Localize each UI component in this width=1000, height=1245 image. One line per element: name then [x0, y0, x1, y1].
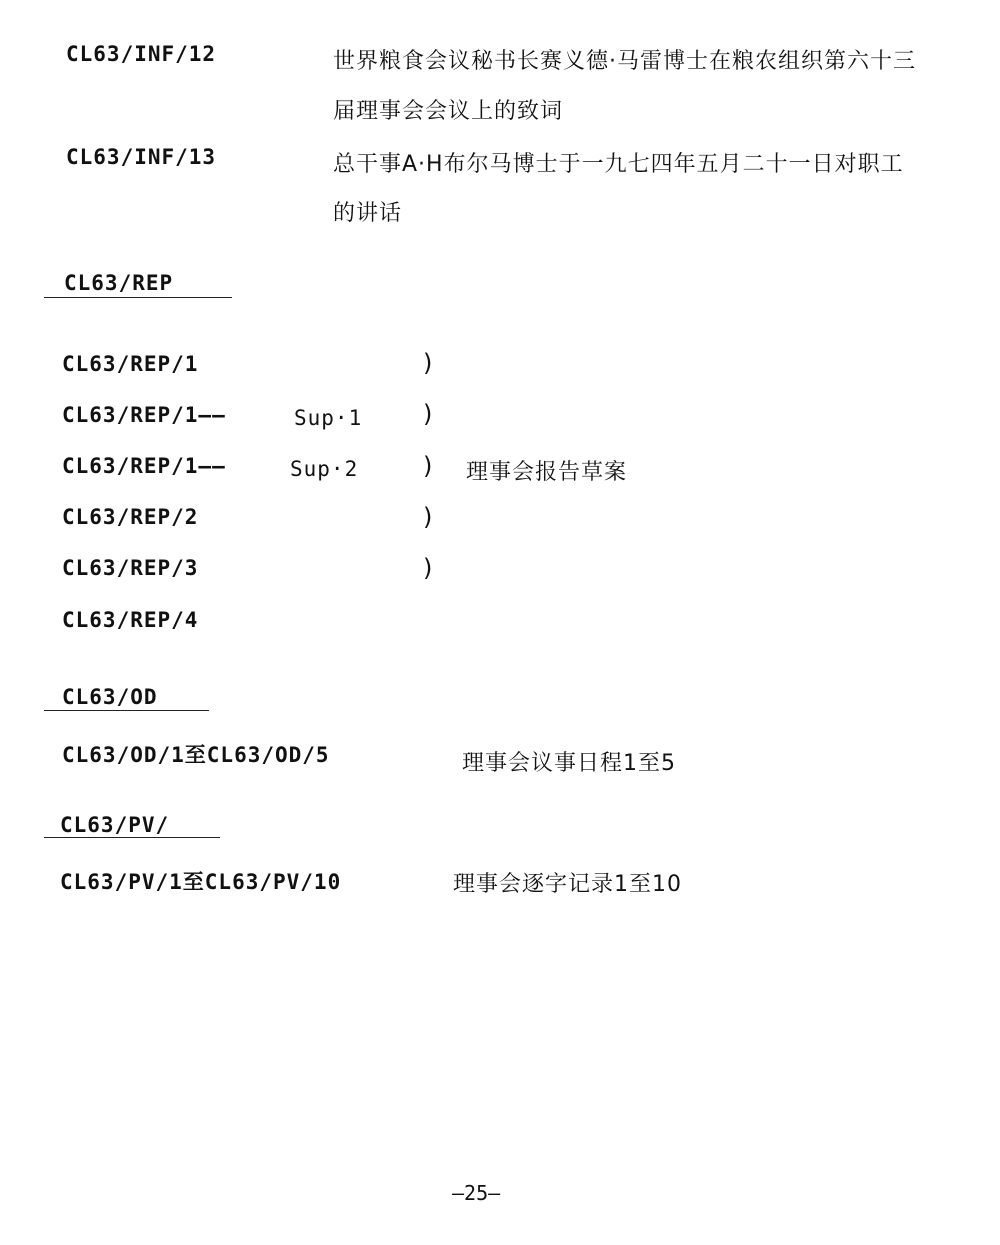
inf-code-13: CL63/INF/13 [66, 145, 217, 169]
rep-item-code: CL63/REP/3 [62, 556, 199, 580]
inf-code-12: CL63/INF/12 [66, 42, 217, 66]
rep-item-code: CL63/REP/1—— [62, 454, 226, 478]
rep-item-paren: ) [423, 503, 433, 531]
od-range: CL63/OD/1至CL63/OD/5 [62, 743, 330, 767]
od-heading-underline [44, 710, 209, 711]
pv-heading-underline [44, 837, 220, 838]
rep-section-heading: CL63/REP [64, 271, 174, 295]
rep-item-paren: ) [423, 400, 433, 428]
inf-desc-12-line1: 世界粮食会议秘书长赛义德·马雷博士在粮农组织第六十三 [333, 49, 916, 74]
rep-item-code: CL63/REP/2 [62, 505, 199, 529]
rep-item-sup: Sup·1 [294, 406, 363, 430]
pv-desc: 理事会逐字记录1至10 [453, 872, 682, 897]
rep-item-paren: ) [423, 554, 433, 582]
rep-heading-underline [44, 297, 232, 298]
rep-item-code: CL63/REP/1 [62, 352, 199, 376]
rep-item-paren: ) [423, 452, 433, 480]
pv-range: CL63/PV/1至CL63/PV/10 [60, 870, 342, 894]
rep-item-paren: ) [423, 349, 433, 377]
od-section-heading: CL63/OD [62, 685, 158, 709]
rep-item-code: CL63/REP/1—— [62, 403, 226, 427]
rep-group-label: 理事会报告草案 [466, 460, 628, 485]
rep-item-sup: Sup·2 [290, 457, 359, 481]
pv-section-heading: CL63/PV/ [60, 813, 170, 837]
inf-desc-12-line2: 届理事会会议上的致词 [333, 99, 564, 124]
rep-item-code: CL63/REP/4 [62, 608, 199, 632]
inf-desc-13-line2: 的讲话 [333, 201, 403, 226]
page-number: —25— [452, 1181, 501, 1205]
inf-desc-13-line1: 总干事A·H布尔马博士于一九七四年五月二十一日对职工 [333, 152, 904, 177]
od-desc: 理事会议事日程1至5 [462, 751, 676, 776]
